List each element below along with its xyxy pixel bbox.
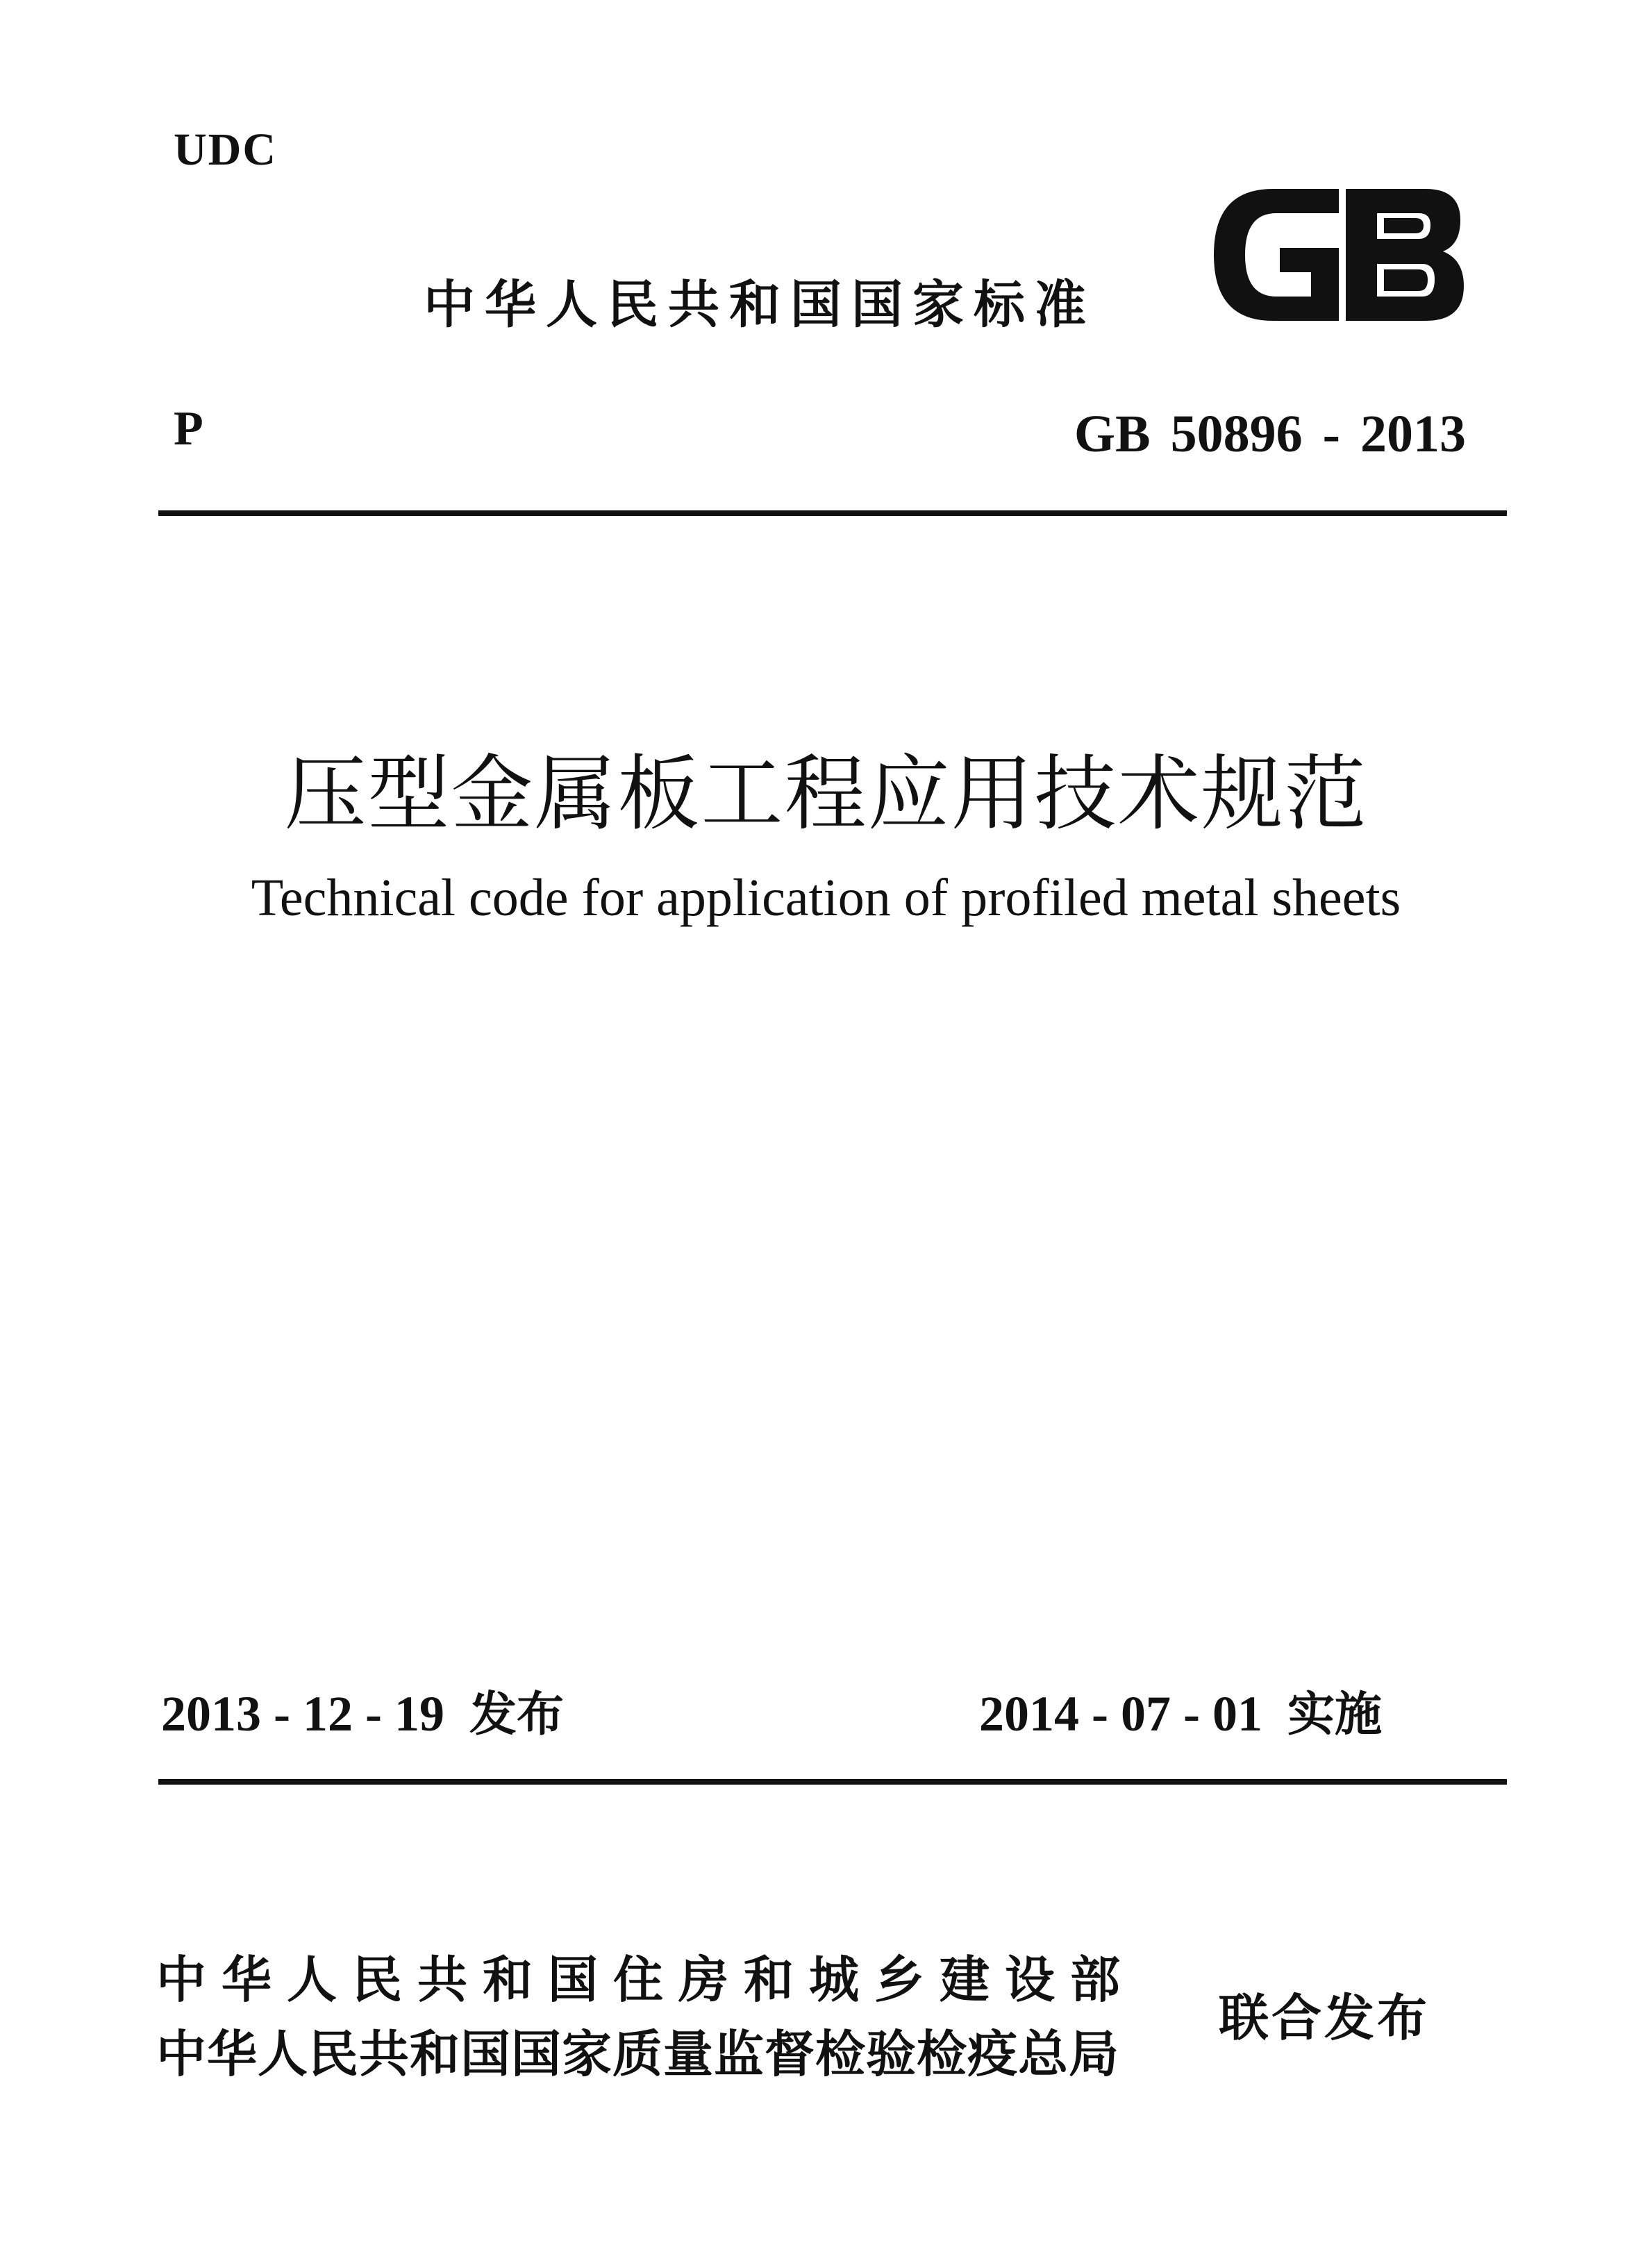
title-english: Technical code for application of profiled metal sheets <box>251 869 1401 927</box>
top-divider <box>158 510 1507 516</box>
bottom-divider <box>158 1779 1507 1785</box>
issue-date-block <box>161 1677 564 1744</box>
implement-date: 2014 - 07 - 01 <box>979 1686 1262 1742</box>
issue-date: 2013 - 12 - 19 <box>161 1686 444 1742</box>
joint-issue-label: 联合发布 <box>1219 1989 1430 2047</box>
issuer-aqsiq: 中华人民共和国国家质量监督检验检疫总局 <box>156 2025 1120 2083</box>
classification-code: P <box>174 402 203 456</box>
standard-number: GB 50896 - 2013 <box>1074 405 1466 463</box>
national-standard-heading: 中华人民共和国国家标准 <box>424 275 1096 335</box>
issue-label: 发布 <box>469 1687 564 1742</box>
title-chinese: 压型金属板工程应用技术规范 <box>284 746 1368 842</box>
udc-label: UDC <box>174 124 277 175</box>
implement-date-block <box>979 1677 1382 1744</box>
issuer-ministry-housing: 中华人民共和国住房和城乡建设部 <box>156 1951 1136 2009</box>
implement-label: 实施 <box>1287 1687 1382 1742</box>
gb-logo-icon <box>1207 182 1471 328</box>
